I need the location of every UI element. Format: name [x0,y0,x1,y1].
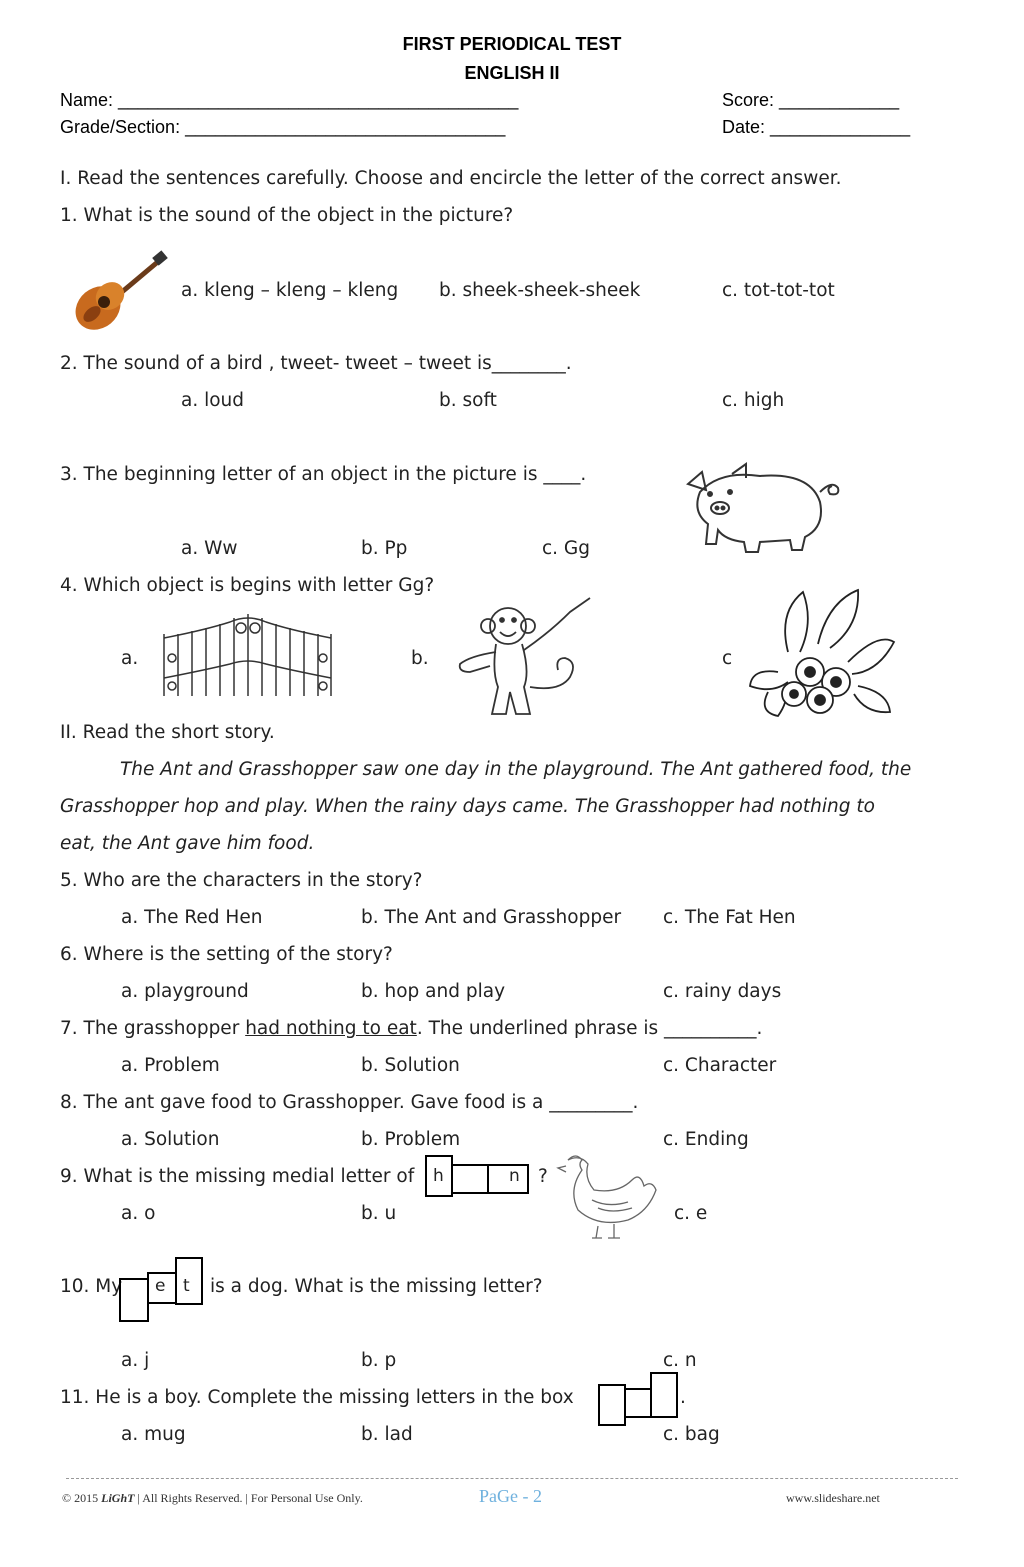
flower-icon [748,582,898,722]
copyright-text: © 2015 [62,1491,102,1505]
q10-letter-e: e [155,1276,166,1296]
q2-option-a[interactable]: a. loud [181,390,245,411]
q11-option-a[interactable]: a. mug [121,1424,186,1445]
q3-option-b[interactable]: b. Pp [361,538,408,559]
q5-option-b[interactable]: b. The Ant and Grasshopper [361,907,622,928]
q1-option-b[interactable]: b. sheek-sheek-sheek [439,280,641,301]
q10-option-b[interactable]: b. p [361,1350,397,1371]
name-field[interactable]: Name: ________________________________________ [60,90,519,110]
q6-option-a[interactable]: a. playground [121,981,249,1002]
q7-underlined-phrase: had nothing to eat [245,1018,417,1039]
q3-option-a[interactable]: a. Ww [181,538,238,559]
q7-option-c[interactable]: c. Character [663,1055,777,1076]
q8-option-c[interactable]: c. Ending [663,1129,749,1150]
q9-letter-box-3 [487,1164,529,1194]
q3-text: 3. The beginning letter of an object in the picture is ____. [60,464,587,485]
footer-brand: LiGhT [101,1491,135,1505]
q7-option-a[interactable]: a. Problem [121,1055,220,1076]
pig-icon [680,462,850,557]
q4-text: 4. Which object is begins with letter Gg? [60,575,435,596]
q7-text [60,1018,762,1039]
q9-question-mark: ? [538,1166,548,1187]
q10-letter-box-1[interactable] [119,1278,149,1322]
q10-option-c[interactable]: c. n [663,1350,697,1371]
q6-option-c[interactable]: c. rainy days [663,981,782,1002]
footer-divider [66,1478,958,1479]
q10-option-a[interactable]: a. j [121,1350,150,1371]
q5-option-a[interactable]: a. The Red Hen [121,907,263,928]
q9-letter-box-2[interactable] [451,1164,489,1194]
q11-option-c[interactable]: c. bag [663,1424,720,1445]
q9-option-b[interactable]: b. u [361,1203,397,1224]
q9-text: 9. What is the missing medial letter of [60,1166,415,1187]
q10-text-post: is a dog. What is the missing letter? [210,1276,543,1297]
q9-letter-n: n [509,1166,520,1186]
q2-text: 2. The sound of a bird , tweet- tweet – tweet is________. [60,353,572,374]
q1-option-c[interactable]: c. tot-tot-tot [722,280,835,301]
q6-text: 6. Where is the setting of the story? [60,944,393,965]
q9-letter-h: h [433,1166,444,1186]
test-subject: ENGLISH II [464,63,560,83]
q11-letter-box-3[interactable] [650,1372,678,1418]
guitar-icon [70,250,170,338]
footer-rights: | All Rights Reserved. | For Personal Use Only. [134,1491,363,1505]
q8-option-a[interactable]: a. Solution [121,1129,220,1150]
grade-section-field[interactable]: Grade/Section: ________________________________ [60,117,506,137]
q11-letter-box-1[interactable] [598,1384,626,1426]
q11-text-post: . [680,1387,686,1408]
q1-option-a[interactable]: a. kleng – kleng – kleng [181,280,399,301]
q10-text-pre: 10. My [60,1276,123,1297]
test-title: FIRST PERIODICAL TEST [402,34,622,54]
q7-text-post: . The underlined phrase is __________. [416,1018,763,1039]
q3-option-c[interactable]: c. Gg [542,538,591,559]
q8-option-b[interactable]: b. Problem [361,1129,461,1150]
part2-instruction: II. Read the short story. [60,722,275,743]
score-field[interactable]: Score: ____________ [722,90,900,110]
story-line-3: eat, the Ant gave him food. [60,833,315,854]
story-line-2: Grasshopper hop and play. When the rainy days came. The Grasshopper had nothing to [60,796,875,817]
date-field[interactable]: Date: ______________ [722,117,911,137]
hen-icon [548,1150,663,1242]
q2-option-c[interactable]: c. high [722,390,785,411]
q10-letter-t: t [183,1276,190,1296]
gate-icon [160,608,335,698]
q1-text: 1. What is the sound of the object in the picture? [60,205,514,226]
q4-option-a[interactable]: a. [121,648,139,669]
q11-option-b[interactable]: b. lad [361,1424,413,1445]
q4-option-c[interactable]: c [722,648,733,669]
q11-letter-box-2[interactable] [624,1388,652,1418]
story-line-1: The Ant and Grasshopper saw one day in the playground. The Ant gathered food, the [120,759,912,780]
page-number: PaGe - 2 [479,1486,542,1506]
q9-option-c[interactable]: c. e [674,1203,708,1224]
q4-option-b[interactable]: b. [411,648,429,669]
q7-text-pre: 7. The grasshopper [60,1018,246,1039]
q2-option-b[interactable]: b. soft [439,390,497,411]
q5-option-c[interactable]: c. The Fat Hen [663,907,796,928]
q11-text: 11. He is a boy. Complete the missing letters in the box [60,1387,574,1408]
q7-option-b[interactable]: b. Solution [361,1055,460,1076]
q9-option-a[interactable]: a. o [121,1203,156,1224]
footer-site[interactable]: www.slideshare.net [786,1491,880,1505]
q5-text: 5. Who are the characters in the story? [60,870,423,891]
q6-option-b[interactable]: b. hop and play [361,981,506,1002]
part1-instruction: I. Read the sentences carefully. Choose and encircle the letter of the correct answer. [60,168,842,189]
q8-text: 8. The ant gave food to Grasshopper. Gave food is a _________. [60,1092,639,1113]
monkey-icon [440,592,610,722]
footer-copyright [62,1491,363,1506]
